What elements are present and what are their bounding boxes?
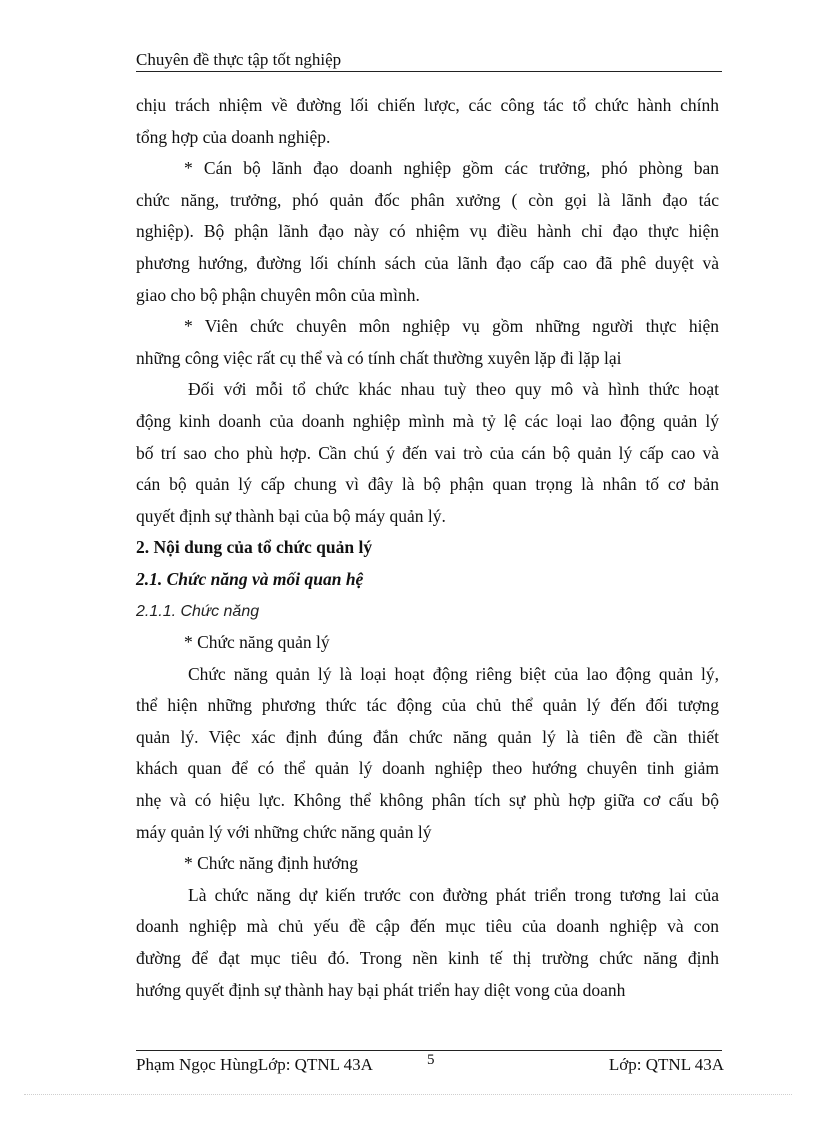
text-line: Là chức năng dự kiến trước con đường phát triển trong tương lai của [188, 884, 719, 905]
text-line: phương hướng, đường lối chính sách của lãnh đạo cấp cao đã phê duyệt và [136, 252, 719, 273]
footer-divider [136, 1050, 722, 1051]
text-line: máy quản lý với những chức năng quản lý [136, 821, 432, 842]
text-line: quyết định sự thành bại của bộ máy quản lý. [136, 505, 446, 526]
page-edge [24, 1094, 792, 1095]
text-line: bố trí sao cho phù hợp. Cần chú ý đến vai trò của cán bộ quản lý cấp cao và [136, 442, 719, 463]
paragraph [136, 311, 719, 374]
text-line: tổng hợp của doanh nghiệp. [136, 126, 331, 147]
text-line: chịu trách nhiệm về đường lối chiến lược, các công tác tổ chức hành chính [136, 95, 719, 115]
running-header: Chuyên đề thực tập tốt nghiệp [136, 50, 342, 69]
text-line: giao cho bộ phận chuyên môn của mình. [136, 284, 420, 305]
header-divider [136, 71, 722, 72]
bullet-heading: * Chức năng quản lý [184, 632, 330, 653]
page-number: 5 [427, 1052, 435, 1068]
text-line: Chức năng quản lý là loại hoạt động riêng biệt của lao động quản lý, [188, 663, 719, 684]
paragraph [136, 880, 719, 1006]
document-body [136, 90, 719, 1006]
paragraph [136, 90, 719, 153]
text-line: nghiệp). Bộ phận lãnh đạo này có nhiệm vụ điều hành chỉ đạo thực hiện [136, 221, 719, 242]
text-line: đường để đạt mục tiêu đó. Trong nền kinh tế thị trường chức năng định [136, 948, 719, 969]
text-line: Đối với mỗi tổ chức khác nhau tuỳ theo quy mô và hình thức hoạt [188, 379, 719, 400]
text-line: * Viên chức chuyên môn nghiệp vụ gồm những người thực hiện [184, 316, 719, 337]
bullet-heading: * Chức năng định hướng [184, 853, 359, 874]
footer-class: Lớp: QTNL 43A [608, 1055, 724, 1074]
text-line: quản lý. Việc xác định đúng đắn chức năng quản lý là tiên đề cần thiết [136, 726, 719, 747]
paragraph [136, 153, 719, 311]
text-line: doanh nghiệp mà chủ yếu đề cập đến mục tiêu của doanh nghiệp và con [136, 916, 719, 937]
text-line: thể hiện những phương thức tác động của chủ thể quản lý đến đối tượng [136, 695, 719, 716]
text-line: khách quan để có thể quản lý doanh nghiệp theo hướng chuyên tinh giảm [136, 758, 719, 779]
paragraph [136, 374, 719, 532]
subsection-heading: 2.1. Chức năng và mối quan hệ [136, 568, 364, 589]
paragraph [136, 659, 719, 849]
section-heading: 2. Nội dung của tổ chức quản lý [136, 537, 373, 558]
text-line: chức năng, trưởng, phó quản đốc phân xưởng ( còn gọi là lãnh đạo tác [136, 189, 719, 210]
footer-author: Phạm Ngọc HùngLớp: QTNL 43A [136, 1055, 373, 1074]
text-line: động kinh doanh của doanh nghiệp mình mà tỷ lệ các loại lao động quản lý [136, 410, 719, 431]
text-line: * Cán bộ lãnh đạo doanh nghiệp gồm các trưởng, phó phòng ban [184, 158, 719, 179]
subsubsection-heading: 2.1.1. Chức năng [136, 602, 260, 620]
text-line: nhẹ và có hiệu lực. Không thể không phân tích sự phù hợp giữa cơ cấu bộ [136, 790, 719, 811]
text-line: hướng quyết định sự thành hay bại phát triển hay diệt vong của doanh [136, 979, 626, 1000]
text-line: cán bộ quản lý cấp chung vì đây là bộ phận quan trọng là nhân tố cơ bản [136, 474, 719, 495]
text-line: những công việc rất cụ thể và có tính chất thường xuyên lặp đi lặp lại [136, 347, 622, 368]
